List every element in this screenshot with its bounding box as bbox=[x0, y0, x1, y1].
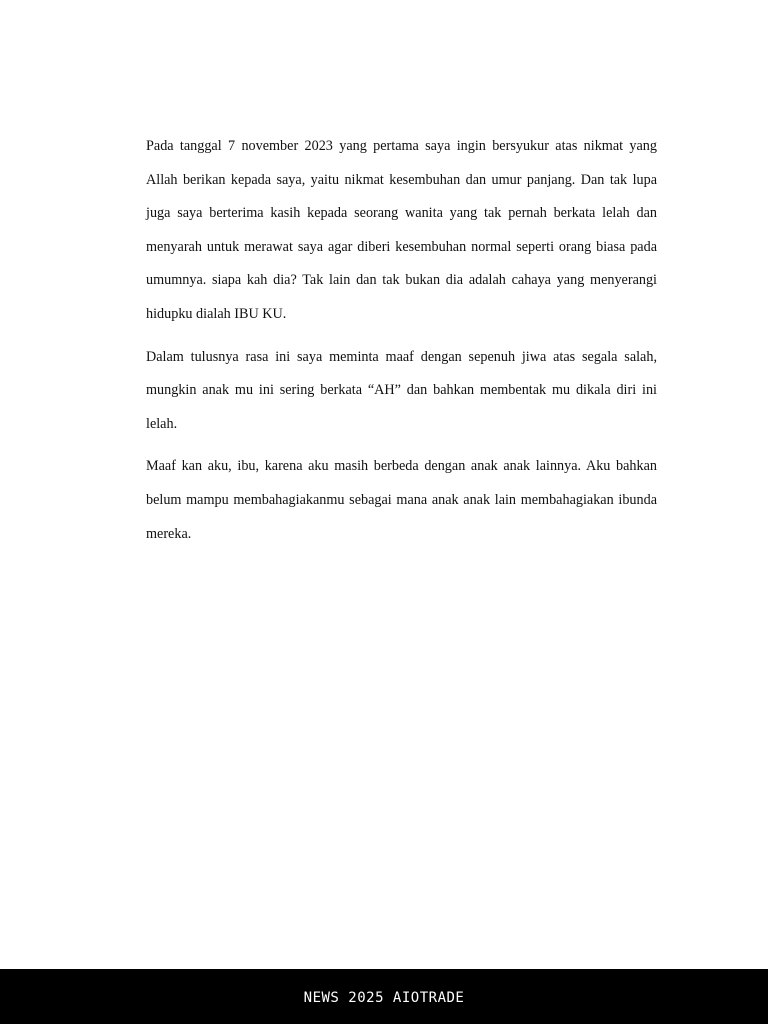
footer-watermark-text: NEWS 2025 AIOTRADE bbox=[303, 989, 465, 1006]
paragraph-3: Maaf kan aku, ibu, karena aku masih berbeda dengan anak anak lainnya. Aku bahkan belum mampu membahagiakanmu sebagai mana anak anak lain membahagiakan ibunda mereka. bbox=[146, 458, 657, 542]
paragraph-1: Pada tanggal 7 november 2023 yang pertama saya ingin bersyukur atas nikmat yang Allah berikan kepada saya, yaitu nikmat kesembuhan dan umur panjang. Dan tak lupa juga saya berterima kasih kepada seorang wanita yang tak pernah berkata lelah dan menyarah untuk merawat saya agar diberi kesembuhan normal seperti orang biasa pada umumnya. siapa kah dia? Tak lain dan tak bukan dia adalah cahaya yang menyerangi hidupku dialah IBU KU. bbox=[146, 138, 657, 322]
footer-banner bbox=[0, 969, 768, 1024]
document-body bbox=[146, 130, 657, 560]
paragraph-2: Dalam tulusnya rasa ini saya meminta maaf dengan sepenuh jiwa atas segala salah, mungkin anak mu ini sering berkata “AH” dan bahkan membentak mu dikala diri ini lelah. bbox=[146, 348, 657, 432]
